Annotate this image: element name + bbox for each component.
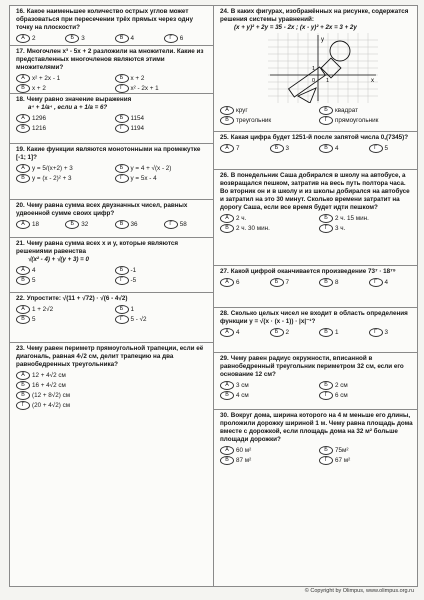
answer-bubble[interactable]: Б [270, 328, 284, 337]
question-formula: a⁴ + 1/a⁴ , если a + 1/a = 6? [28, 104, 108, 111]
question-20 [10, 200, 213, 238]
answer-text: треугольник [236, 116, 272, 124]
answer-option[interactable] [16, 371, 209, 380]
answer-text: 4 [384, 278, 389, 286]
question-number: 24. [220, 8, 229, 15]
answer-option[interactable] [164, 34, 209, 43]
answer-option[interactable] [115, 276, 210, 285]
question-number: 17. [16, 48, 25, 55]
answer-bubble[interactable]: А [16, 220, 30, 229]
answer-option[interactable] [369, 144, 415, 153]
question-text [16, 240, 209, 256]
answer-text: 4 [335, 144, 339, 152]
answer-option[interactable] [16, 84, 111, 93]
answer-bubble[interactable]: Б [115, 266, 129, 275]
question-27 [214, 266, 418, 308]
question-body: Чему равно значение выражения [26, 96, 132, 103]
answer-text: 16 + 4√2 см [32, 381, 66, 389]
y-unit-label: 1 [312, 66, 316, 72]
answer-option[interactable] [319, 224, 414, 233]
answer-text: 1 [335, 328, 339, 336]
question-formula: √(x² - 4) + √(y + 3) = 0 [28, 256, 89, 263]
answer-text: 5 [32, 315, 36, 323]
answer-option[interactable] [16, 381, 209, 390]
answer-option[interactable] [16, 305, 111, 314]
answer-bubble[interactable]: А [16, 74, 30, 83]
answer-text: 4 [236, 328, 240, 336]
answer-bubble[interactable]: В [115, 220, 129, 229]
answer-text: 1194 [130, 124, 145, 132]
answer-bubble[interactable]: Г [319, 456, 333, 465]
answer-text: 6 [236, 278, 240, 286]
question-text [16, 345, 209, 369]
answer-bubble[interactable]: А [220, 214, 234, 223]
answer-option[interactable] [115, 266, 210, 275]
answer-bubble[interactable]: Б [270, 144, 284, 153]
answer-text: 3 [285, 144, 290, 152]
answer-bubble[interactable]: В [220, 456, 234, 465]
question-text [220, 134, 414, 142]
answer-text: x + 2 [130, 74, 145, 82]
answer-option[interactable] [115, 315, 210, 324]
answer-bubble[interactable]: Г [115, 124, 129, 133]
answer-text: 1154 [130, 114, 145, 122]
answer-bubble[interactable]: Б [319, 214, 333, 223]
answer-text: -5 [130, 276, 137, 284]
answer-bubble[interactable]: В [220, 116, 234, 125]
question-17 [10, 46, 213, 94]
y-axis-label: y [321, 37, 324, 43]
answer-text: y = 5/(x+2) + 3 [32, 164, 73, 172]
answer-bubble[interactable]: Г [319, 391, 333, 400]
answer-bubble[interactable]: А [16, 164, 30, 173]
answer-bubble[interactable]: Г [115, 84, 129, 93]
question-text [16, 295, 209, 303]
answer-text: 7 [285, 278, 290, 286]
answer-bubble[interactable]: Б [65, 34, 79, 43]
question-number: 20. [16, 202, 25, 209]
answer-text: 67 м² [335, 456, 351, 464]
answer-bubble[interactable]: А [220, 446, 234, 455]
answer-option[interactable] [220, 214, 315, 223]
question-body: Чему равна сумма всех x и y, которые являются решениями равенства [16, 240, 179, 255]
answer-bubble[interactable]: Г [115, 276, 129, 285]
answer-text: 75м² [335, 446, 349, 454]
question-text [220, 172, 414, 212]
answer-option[interactable] [220, 106, 315, 115]
circle-figure [330, 41, 350, 61]
answer-text: 2 ч. 15 мин. [335, 214, 369, 222]
answer-text: 2 [32, 34, 36, 42]
answer-bubble[interactable]: В [319, 144, 333, 153]
answer-option[interactable] [16, 276, 111, 285]
answer-bubble[interactable]: Г [164, 34, 178, 43]
question-number: 22. [16, 295, 25, 302]
answer-text: 87 м² [236, 456, 252, 464]
answer-option[interactable] [16, 174, 111, 183]
question-number: 19. [16, 146, 25, 153]
question-body: Упростите: √(11 + √72) · √(6 - 4√2) [26, 295, 128, 302]
answer-text: прямоугольник [335, 116, 379, 124]
question-text [220, 8, 414, 24]
answer-text: y = 4 + √(x - 2) [130, 164, 172, 172]
answer-bubble[interactable]: Г [319, 116, 333, 125]
question-body: Какое наименьшее количество острых углов может образоваться при пересечении трёх прямых через одну точку на плоскости? [16, 8, 193, 31]
answer-bubble[interactable]: А [16, 34, 30, 43]
answer-text: 58 [179, 220, 187, 228]
answer-bubble[interactable]: Б [115, 74, 129, 83]
answer-option[interactable] [270, 278, 316, 287]
answer-bubble[interactable]: А [220, 381, 234, 390]
question-text [220, 268, 414, 276]
answer-text: 3 ч. [335, 224, 346, 232]
answer-option[interactable] [16, 401, 209, 410]
answer-text: y = 5x - 4 [130, 174, 157, 182]
answer-bubble[interactable]: А [16, 305, 30, 314]
answer-option[interactable] [220, 391, 315, 400]
question-22 [10, 293, 213, 343]
answer-bubble[interactable]: Б [115, 114, 129, 123]
question-21 [10, 238, 213, 293]
answer-bubble[interactable]: В [16, 276, 30, 285]
answer-bubble[interactable]: А [16, 266, 30, 275]
answer-text: 1 [130, 305, 135, 313]
question-body: Чему равен радиус окружности, вписанной в равнобедренный треугольник периметром 32 см, если его основание 12 см? [220, 355, 404, 378]
answer-text: x² + 2x - 1 [32, 74, 61, 82]
answer-bubble[interactable]: В [220, 391, 234, 400]
answer-text: y = (x - 2)² + 3 [32, 174, 72, 182]
answer-option[interactable] [16, 391, 209, 400]
question-16 [10, 6, 213, 46]
answer-text: 6 см [335, 391, 348, 399]
question-body: Чему равен периметр прямоугольной трапеции, если её диагональ, равная 4√2 см, делит трапецию на два равнобедренных треугольника? [16, 345, 204, 368]
answer-text: (12 + 8√2) см [32, 391, 71, 399]
answer-text: 5 [32, 276, 36, 284]
answer-text: 36 [130, 220, 138, 228]
answer-option[interactable] [16, 220, 61, 229]
answer-option[interactable] [319, 456, 414, 465]
answer-bubble[interactable]: Г [115, 315, 129, 324]
answer-bubble[interactable]: В [220, 224, 234, 233]
answer-text: 7 [236, 144, 240, 152]
answer-option[interactable] [16, 34, 61, 43]
answer-text: 2 [285, 328, 290, 336]
question-body: Какой цифрой оканчивается произведение 73⁷ · 18⁷⁹ [230, 268, 396, 275]
answer-option[interactable] [115, 34, 160, 43]
answer-text: 5 [384, 144, 389, 152]
answer-bubble[interactable]: Б [115, 305, 129, 314]
answer-option[interactable] [16, 124, 111, 133]
answer-option[interactable] [319, 328, 365, 337]
answer-option[interactable] [115, 174, 210, 183]
question-number: 27. [220, 268, 229, 275]
answer-option[interactable] [319, 446, 414, 455]
answer-bubble[interactable]: В [115, 34, 129, 43]
answer-option[interactable] [319, 106, 414, 115]
question-text [16, 8, 209, 32]
answer-option[interactable] [115, 74, 210, 83]
question-number: 21. [16, 240, 25, 247]
question-23 [10, 343, 213, 454]
answer-option[interactable] [319, 214, 414, 223]
answer-text: 1296 [32, 114, 47, 122]
answer-bubble[interactable]: Б [270, 278, 284, 287]
answer-option[interactable] [16, 266, 111, 275]
question-text [220, 310, 414, 326]
answer-bubble[interactable]: Г [16, 401, 30, 410]
answer-option[interactable] [369, 278, 415, 287]
answer-option[interactable] [369, 328, 415, 337]
answer-option[interactable] [115, 114, 210, 123]
answer-option[interactable] [115, 164, 210, 173]
answer-text: x² - 2x + 1 [130, 84, 159, 92]
x-unit-label: 1 [326, 78, 330, 84]
answer-text: (20 + 4√2) см [32, 401, 71, 409]
answer-bubble[interactable]: Г [369, 278, 383, 287]
answer-bubble[interactable]: Б [115, 164, 129, 173]
question-25 [214, 132, 418, 170]
answer-text: 4 [130, 34, 135, 42]
answer-text: квадрат [335, 106, 358, 114]
answer-text: 6 [179, 34, 184, 42]
answer-text: 2 ч. [236, 214, 247, 222]
answer-option[interactable] [164, 220, 209, 229]
answer-option[interactable] [319, 144, 365, 153]
answer-option[interactable] [220, 278, 266, 287]
question-body: В каких фигурах, изображённых на рисунке, содержатся решения системы уравнений: [220, 8, 409, 23]
origin-label: 0 [312, 78, 316, 84]
answer-option[interactable] [220, 116, 315, 125]
answer-bubble[interactable]: Б [319, 381, 333, 390]
question-text [16, 146, 209, 162]
answer-bubble[interactable]: Г [369, 144, 383, 153]
answer-option[interactable] [220, 456, 315, 465]
copyright-footer: © Copyright by Olimpus, www.olimpus.org.ru [304, 588, 414, 594]
question-number: 28. [220, 310, 229, 317]
answer-bubble[interactable]: А [220, 328, 234, 337]
answer-option[interactable] [220, 381, 315, 390]
answer-option[interactable] [270, 144, 316, 153]
answer-option[interactable] [115, 124, 210, 133]
answer-option[interactable] [16, 114, 111, 123]
answer-bubble[interactable]: А [220, 278, 234, 287]
answer-bubble[interactable]: Б [319, 446, 333, 455]
answer-bubble[interactable]: В [16, 124, 30, 133]
answer-option[interactable] [115, 84, 210, 93]
answer-text: 12 + 4√2 см [32, 371, 66, 379]
answer-text: 1 + 2√2 [32, 305, 54, 313]
answer-option[interactable] [220, 144, 266, 153]
x-axis-label: x [371, 78, 374, 84]
answer-text: 4 [32, 266, 36, 274]
question-number: 18. [16, 96, 25, 103]
question-number: 25. [220, 134, 229, 141]
question-body: Какая цифра будет 1251-й после запятой числа 0,(7345)? [230, 134, 409, 141]
question-body: Многочлен x³ - 5x + 2 разложили на множители. Какие из представленных многочленов являются этими множителями? [16, 48, 204, 71]
answer-bubble[interactable]: В [16, 174, 30, 183]
question-formula: (x + y)² + 2y = 35 - 2x ; (x - y)² + 2x = 3 + 2y [234, 24, 357, 31]
answer-text: 2 ч. 30 мин. [236, 224, 270, 232]
answer-bubble[interactable]: В [16, 391, 30, 400]
answer-option[interactable] [270, 328, 316, 337]
question-19 [10, 144, 213, 200]
answer-option[interactable] [220, 446, 315, 455]
question-text [16, 96, 209, 104]
answer-text: 3 [384, 328, 389, 336]
answer-text: 1216 [32, 124, 47, 132]
question-30 [214, 410, 418, 586]
question-text [220, 412, 414, 444]
answer-bubble[interactable]: Б [319, 106, 333, 115]
answer-bubble[interactable]: А [16, 371, 30, 380]
answer-option[interactable] [16, 164, 111, 173]
question-text [16, 202, 209, 218]
answer-bubble[interactable]: А [220, 144, 234, 153]
answer-text: 60 м² [236, 446, 252, 454]
answer-text: 3 см [236, 381, 249, 389]
answer-option[interactable] [65, 34, 110, 43]
question-number: 23. [16, 345, 25, 352]
answer-bubble[interactable]: А [220, 106, 234, 115]
answer-bubble[interactable]: Б [65, 220, 79, 229]
question-body: Чему равна сумма всех двузначных чисел, равных удвоенной сумме своих цифр? [16, 202, 188, 217]
answer-bubble[interactable]: Г [164, 220, 178, 229]
answer-text: 8 [335, 278, 339, 286]
question-18 [10, 94, 213, 144]
question-29 [214, 353, 418, 410]
answer-text: 5 - √2 [130, 315, 147, 323]
answer-option[interactable] [319, 381, 414, 390]
answer-option[interactable] [115, 220, 160, 229]
question-number: 16. [16, 8, 25, 15]
answer-bubble[interactable]: А [16, 114, 30, 123]
answer-option[interactable] [16, 74, 111, 83]
question-body: В понедельник Саша добирался в школу на автобусе, а возвращался пешком, затратив на весь путь полтора часа. Во вторник он и в школу и из школы добирался на автобусе и затратил на это 30 минут. Сколько времени затратит на дорогу Саша, если все время будет идти пешком? [220, 172, 410, 211]
answer-option[interactable] [319, 116, 414, 125]
test-sheet [9, 5, 418, 587]
question-number: 26. [220, 172, 229, 179]
answer-text: круг [236, 106, 248, 114]
question-body: Сколько целых чисел не входит в область определения функции y = √(x · (x - 1)) · |x|⁻¹? [220, 310, 408, 325]
answer-text: -1 [130, 266, 137, 274]
answer-bubble[interactable]: Г [115, 174, 129, 183]
answer-text: 3 [81, 34, 85, 42]
answer-option[interactable] [115, 305, 210, 314]
question-text [220, 355, 414, 379]
answer-bubble[interactable]: Б [16, 381, 30, 390]
question-26 [214, 170, 418, 266]
answer-option[interactable] [16, 315, 111, 324]
coordinate-graph [268, 33, 378, 103]
question-body: Какие функции являются монотонными на промежутке [-1; 1]? [16, 146, 201, 161]
question-number: 30. [220, 412, 229, 419]
answer-bubble[interactable]: В [319, 278, 333, 287]
answer-bubble[interactable]: В [16, 84, 30, 93]
answer-text: x + 2 [32, 84, 46, 92]
question-body: Вокруг дома, ширина которого на 4 м меньше его длины, проложили дорожку шириной 1 м. Чему равна площадь дома вместе с дорожкой, если площадь дома на 32 м² больше площади дорожки? [220, 412, 413, 443]
answer-option[interactable] [65, 220, 110, 229]
question-number: 29. [220, 355, 229, 362]
answer-text: 2 см [335, 381, 348, 389]
question-28 [214, 308, 418, 353]
answer-bubble[interactable]: Г [319, 224, 333, 233]
answer-option[interactable] [319, 278, 365, 287]
question-text [16, 48, 209, 72]
answer-text: 18 [32, 220, 40, 228]
triangle-figure [298, 88, 316, 103]
right-column [213, 6, 418, 586]
left-column [10, 6, 213, 586]
answer-text: 32 [81, 220, 89, 228]
answer-option[interactable] [319, 391, 414, 400]
answer-bubble[interactable]: В [16, 315, 30, 324]
answer-option[interactable] [220, 224, 315, 233]
answer-option[interactable] [220, 328, 266, 337]
answer-bubble[interactable]: В [319, 328, 333, 337]
answer-bubble[interactable]: Г [369, 328, 383, 337]
answer-text: 4 см [236, 391, 249, 399]
